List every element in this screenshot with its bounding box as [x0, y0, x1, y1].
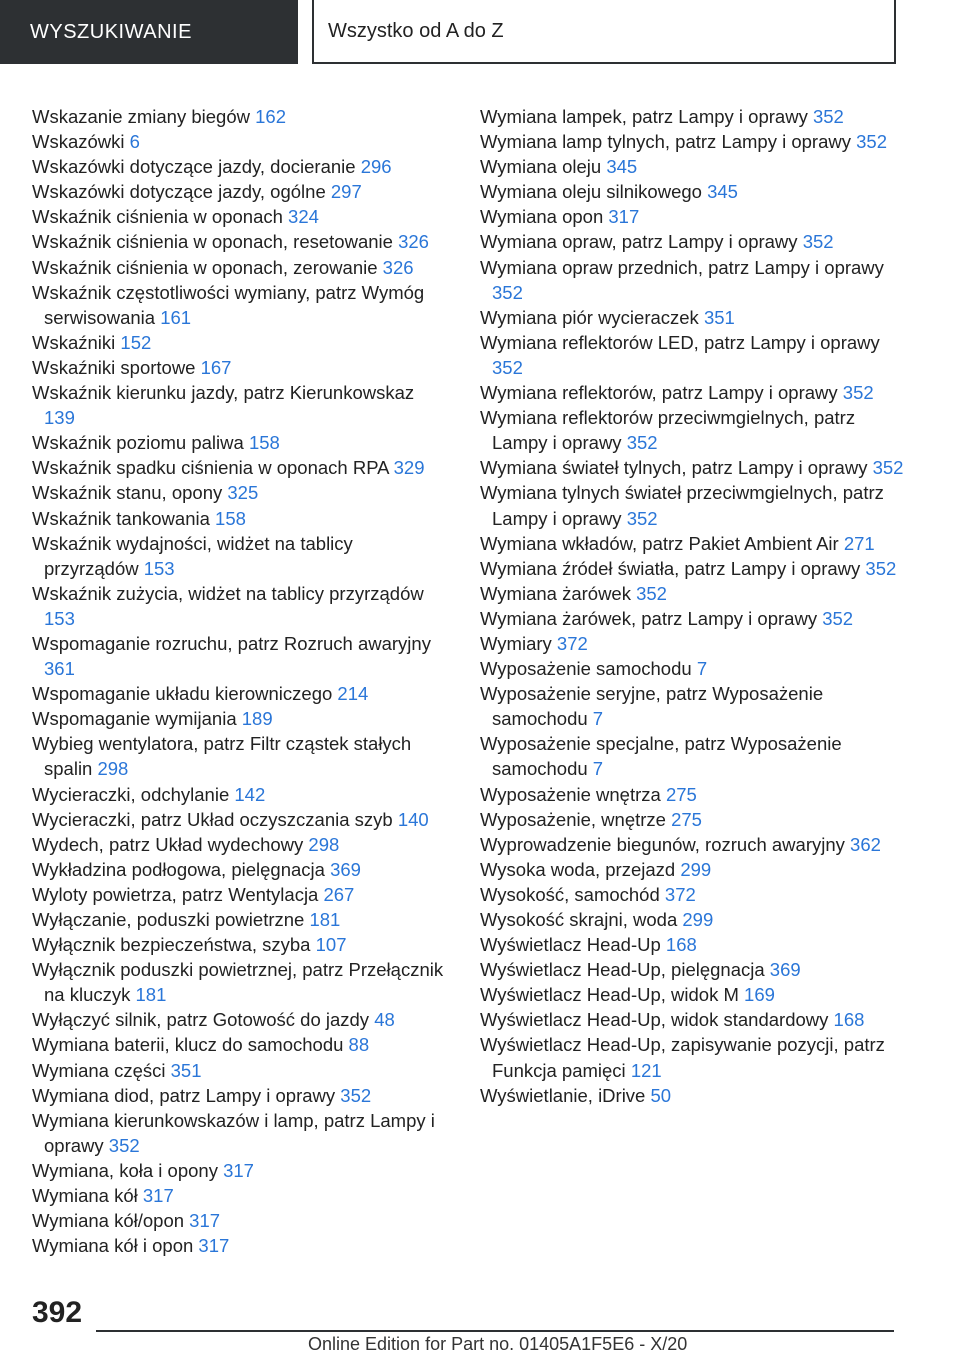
index-entry [480, 556, 904, 581]
page-reference-link[interactable]: 181 [309, 909, 341, 930]
index-entry [32, 204, 450, 229]
index-entry-text: Wymiana świateł tylnych, patrz Lampy i oprawy [480, 457, 868, 479]
index-entry [32, 681, 450, 706]
page-reference-link[interactable]: 352 [856, 131, 888, 153]
index-entry [32, 1083, 450, 1108]
page-reference-link[interactable]: 317 [223, 1159, 254, 1181]
index-entry-text: Wysoka woda, przejazd [480, 858, 676, 880]
index-entry [32, 1007, 450, 1032]
page-reference-link[interactable]: 317 [608, 206, 640, 228]
page-reference-link[interactable]: 299 [682, 909, 714, 930]
index-entry-text: Wyświetlacz Head-Up [480, 934, 661, 956]
index-entry [480, 731, 904, 781]
page-reference-link[interactable]: 351 [170, 1059, 202, 1081]
page-reference-link[interactable]: 317 [198, 1235, 230, 1257]
index-entry-text: Wymiana reflektorów LED, patrz Lampy i oprawy [480, 331, 880, 353]
page-reference-link[interactable]: 297 [330, 181, 362, 203]
index-entry-text: Wskaźnik poziomu paliwa [32, 432, 244, 454]
page-reference-link[interactable]: 158 [248, 432, 280, 454]
index-entry-text: Wyświetlacz Head-Up, widok M [480, 984, 739, 1006]
page-reference-link[interactable]: 189 [241, 708, 273, 730]
index-entry-text: Wskaźnik tankowania [32, 507, 210, 529]
index-entry-text: Wykładzina podłogowa, pielęgnacja [32, 858, 325, 880]
index-entry [480, 681, 904, 731]
index-entry-text: Wysokość skrajni, woda [480, 909, 678, 930]
index-entry [32, 480, 450, 505]
index-entry [480, 129, 904, 154]
index-entry [480, 581, 904, 606]
index-entry-text: Wymiana wkładów, patrz Pakiet Ambient Air [480, 532, 839, 554]
index-column-left [32, 104, 450, 1258]
index-entry [480, 104, 904, 129]
index-entry [32, 280, 450, 330]
page-reference-link[interactable]: 158 [215, 507, 246, 529]
index-entry-text: Wymiana diod, patrz Lampy i oprawy [32, 1084, 336, 1106]
page-reference-link[interactable]: 107 [315, 934, 347, 956]
index-entry-text: Wycieraczki, odchylanie [32, 783, 230, 805]
index-entry-text: Wymiana, koła i opony [32, 1159, 218, 1181]
page-reference-link[interactable]: 352 [802, 231, 834, 253]
index-entry-text: Wymiana kół i opon [32, 1235, 194, 1257]
page-reference-link[interactable]: 352 [822, 607, 854, 629]
index-entry-text: Wysokość, samochód [480, 883, 660, 905]
index-entry-text: Wymiana reflektorów, patrz Lampy i oprawy [480, 382, 838, 404]
page-reference-link[interactable]: 361 [44, 658, 75, 680]
index-entry-text: Wskaźnik ciśnienia w oponach [32, 206, 283, 228]
index-entry-text: Wskaźnik wydajności, widżet na tablicy przyrządów [32, 532, 353, 579]
index-entry [480, 531, 904, 556]
index-entry [32, 907, 450, 932]
page-reference-link[interactable]: 329 [393, 457, 425, 479]
page-reference-link[interactable]: 352 [492, 356, 523, 378]
index-entry [480, 857, 904, 882]
index-entry [480, 480, 904, 530]
page-reference-link[interactable]: 351 [703, 306, 735, 328]
index-entry-text: Wskaźnik kierunku jazdy, patrz Kierunkowskaz [32, 382, 415, 404]
page-reference-link[interactable]: 345 [606, 156, 638, 178]
index-entry [32, 1233, 450, 1258]
index-entry-text: Wymiana oleju [480, 156, 602, 178]
page-reference-link[interactable]: 324 [288, 206, 319, 228]
index-entry-text: Wymiana oleju silnikowego [480, 181, 702, 203]
index-entry-text: Wymiana źródeł światła, patrz Lampy i oprawy [480, 557, 861, 579]
index-entry-text: Wskazówki dotyczące jazdy, ogólne [32, 181, 326, 203]
index-entry [480, 179, 904, 204]
index-entry [480, 982, 904, 1007]
index-entry [32, 1208, 450, 1233]
index-entry [480, 1032, 904, 1082]
index-entry-text: Wyłącznik poduszki powietrznej, patrz Przełącznik na kluczyk [32, 959, 444, 1006]
index-column-right [480, 104, 904, 1108]
subsection-tab[interactable]: Wszystko od A do Z [312, 0, 896, 64]
index-entry [32, 932, 450, 957]
page-reference-link[interactable]: 352 [636, 582, 667, 604]
index-entry-text: Wymiana kół [32, 1185, 138, 1207]
index-entry-text: Wymiana żarówek, patrz Lampy i oprawy [480, 607, 818, 629]
index-entry [32, 255, 450, 280]
index-entry-text: Wyłączanie, poduszki powietrzne [32, 909, 305, 930]
index-entry [32, 731, 450, 781]
page-reference-link[interactable]: 169 [744, 984, 775, 1006]
index-entry [480, 656, 904, 681]
index-entry-text: Wyposażenie wnętrza [480, 783, 661, 805]
index-entry [32, 531, 450, 581]
page-reference-link[interactable]: 7 [592, 758, 604, 780]
index-entry [32, 832, 450, 857]
index-entry [32, 807, 450, 832]
index-entry [32, 1158, 450, 1183]
index-entry [480, 832, 904, 857]
page-reference-link[interactable]: 352 [842, 382, 874, 404]
page-reference-link[interactable]: 326 [398, 231, 429, 253]
index-entry [32, 1183, 450, 1208]
index-entry [32, 104, 450, 129]
index-entry [480, 455, 904, 480]
page-reference-link[interactable]: 7 [696, 658, 708, 680]
index-entry [480, 229, 904, 254]
page-reference-link[interactable]: 7 [592, 708, 604, 730]
index-entry-text: Wskaźniki [32, 331, 116, 353]
page-reference-link[interactable]: 298 [308, 833, 340, 855]
index-entry [480, 305, 904, 330]
index-entry-text: Wydech, patrz Układ wydechowy [32, 833, 304, 855]
page-reference-link[interactable]: 181 [135, 984, 167, 1006]
page-reference-link[interactable]: 352 [340, 1084, 372, 1106]
index-entry [480, 957, 904, 982]
index-entry [32, 355, 450, 380]
index-entry [32, 380, 450, 430]
index-entry-text: Wspomaganie układu kierowniczego [32, 683, 333, 705]
page-reference-link[interactable]: 372 [664, 883, 696, 905]
page-reference-link[interactable]: 326 [382, 256, 414, 278]
index-entry-text: Wymiary [480, 632, 552, 654]
page-reference-link[interactable]: 275 [665, 783, 697, 805]
page-reference-link[interactable]: 369 [330, 858, 361, 880]
index-entry [480, 255, 904, 305]
index-entry-text: Wycieraczki, patrz Układ oczyszczania szyb [32, 808, 393, 830]
index-entry [480, 204, 904, 229]
page-reference-link[interactable]: 168 [665, 934, 697, 956]
index-entry [480, 882, 904, 907]
index-entry [480, 606, 904, 631]
index-entry-text: Wymiana tylnych świateł przeciwmgielnych, patrz Lampy i oprawy [480, 482, 884, 529]
page-reference-link[interactable]: 352 [626, 507, 658, 529]
page-reference-link[interactable]: 352 [872, 457, 904, 479]
index-entry [32, 581, 450, 631]
edition-footer: Online Edition for Part no. 01405A1F5E6 - X/20 [308, 1334, 688, 1354]
page-reference-link[interactable]: 214 [337, 683, 369, 705]
index-entry-text: Wyposażenie, wnętrze [480, 808, 666, 830]
index-entry [32, 229, 450, 254]
index-entry-text: Wyposażenie specjalne, patrz Wyposażenie samochodu [480, 733, 842, 780]
page-reference-link[interactable]: 275 [671, 808, 702, 830]
index-entry [480, 330, 904, 380]
index-entry-text: Wymiana baterii, klucz do samochodu [32, 1034, 344, 1056]
index-entry [480, 907, 904, 932]
index-entry-text: Wyłącznik bezpieczeństwa, szyba [32, 934, 311, 956]
index-entry-text: Wymiana kół/opon [32, 1210, 185, 1232]
index-entry-text: Wyświetlacz Head-Up, zapisywanie pozycji, patrz Funkcja pamięci [480, 1034, 885, 1081]
index-entry [480, 380, 904, 405]
index-entry-text: Wymiana opraw, patrz Lampy i oprawy [480, 231, 798, 253]
index-entry [480, 807, 904, 832]
page-reference-link[interactable]: 162 [255, 106, 286, 127]
page-reference-link[interactable]: 352 [626, 432, 658, 454]
index-entry-text: Wspomaganie wymijania [32, 708, 237, 730]
index-entry [32, 1108, 450, 1158]
page-reference-link[interactable]: 121 [630, 1059, 662, 1081]
page-reference-link[interactable]: 372 [556, 632, 588, 654]
index-entry [480, 154, 904, 179]
index-entry-text: Wymiana opraw przednich, patrz Lampy i oprawy [480, 256, 884, 278]
index-entry-text: Wyłączyć silnik, patrz Gotowość do jazdy [32, 1009, 370, 1031]
page-reference-link[interactable]: 352 [812, 106, 844, 127]
page-reference-link[interactable]: 345 [707, 181, 738, 203]
page-reference-link[interactable]: 50 [650, 1084, 672, 1106]
index-entry-text: Wymiana reflektorów przeciwmgielnych, patrz Lampy i oprawy [480, 407, 856, 454]
index-entry [32, 1032, 450, 1057]
index-entry-text: Wyposażenie samochodu [480, 658, 692, 680]
page-reference-link[interactable]: 168 [833, 1009, 865, 1031]
index-entry-text: Wskaźnik częstotliwości wymiany, patrz Wymóg serwisowania [32, 281, 425, 328]
index-entry-text: Wyprowadzenie biegunów, rozruch awaryjny [480, 833, 845, 855]
index-entry [32, 154, 450, 179]
page-reference-link[interactable]: 298 [97, 758, 129, 780]
index-entry-text: Wymiana części [32, 1059, 166, 1081]
index-entry [32, 882, 450, 907]
index-entry-text: Wymiana kierunkowskazów i lamp, patrz Lampy i oprawy [32, 1109, 435, 1156]
page-reference-link[interactable]: 6 [129, 131, 140, 153]
index-entry-text: Wskaźniki sportowe [32, 356, 196, 378]
index-entry-text: Wskaźnik ciśnienia w oponach, zerowanie [32, 256, 378, 278]
page-reference-link[interactable]: 161 [160, 306, 192, 328]
index-entry [32, 957, 450, 1007]
index-entry-text: Wymiana opon [480, 206, 604, 228]
index-entry-text: Wskaźnik zużycia, widżet na tablicy przyrządów [32, 582, 424, 604]
page-reference-link[interactable]: 167 [200, 356, 232, 378]
index-entry-text: Wymiana lamp tylnych, patrz Lampy i oprawy [480, 131, 851, 153]
page-reference-link[interactable]: 48 [374, 1009, 395, 1031]
page-reference-link[interactable]: 352 [108, 1134, 140, 1156]
index-entry-text: Wskaźnik spadku ciśnienia w oponach RPA [32, 457, 389, 479]
section-tab[interactable]: WYSZUKIWANIE [0, 0, 298, 64]
index-entry-text: Wskaźnik stanu, opony [32, 482, 223, 504]
page-reference-link[interactable]: 352 [865, 557, 897, 579]
index-entry [480, 631, 904, 656]
page-reference-link[interactable]: 352 [492, 281, 523, 303]
page-reference-link[interactable]: 88 [348, 1034, 370, 1056]
index-entry [32, 782, 450, 807]
index-entry-text: Wymiana piór wycieraczek [480, 306, 699, 328]
index-entry [32, 631, 450, 681]
page-header [0, 0, 960, 66]
index-entry [32, 330, 450, 355]
index-entry-text: Wyświetlanie, iDrive [480, 1084, 646, 1106]
index-entry-text: Wskazanie zmiany biegów [32, 106, 250, 127]
index-entry [32, 430, 450, 455]
page-number: 392 [32, 1296, 83, 1329]
page-reference-link[interactable]: 317 [189, 1210, 221, 1232]
page-reference-link[interactable]: 362 [850, 833, 881, 855]
index-entry-text: Wyświetlacz Head-Up, widok standardowy [480, 1009, 829, 1031]
page-reference-link[interactable]: 369 [769, 959, 801, 981]
page-reference-link[interactable]: 296 [360, 156, 392, 178]
page-reference-link[interactable]: 139 [44, 407, 75, 429]
index-entry [32, 179, 450, 204]
index-entry [480, 782, 904, 807]
page-reference-link[interactable]: 317 [142, 1185, 174, 1207]
index-entry-text: Wyposażenie seryjne, patrz Wyposażenie samochodu [480, 683, 824, 730]
footer-divider [96, 1330, 894, 1332]
index-entry-text: Wybieg wentylatora, patrz Filtr cząstek stałych spalin [32, 733, 412, 780]
page-reference-link[interactable]: 325 [227, 482, 259, 504]
index-entry [32, 455, 450, 480]
index-entry-text: Wskazówki [32, 131, 125, 153]
page-reference-link[interactable]: 267 [323, 883, 355, 905]
index-entry [32, 129, 450, 154]
index-entry [480, 1083, 904, 1108]
index-entry [480, 405, 904, 455]
index-entry-text: Wyloty powietrza, patrz Wentylacja [32, 883, 319, 905]
page-reference-link[interactable]: 152 [120, 331, 152, 353]
index-entry-text: Wymiana żarówek [480, 582, 631, 604]
page-reference-link[interactable]: 153 [143, 557, 175, 579]
index-entry [32, 1058, 450, 1083]
page-reference-link[interactable]: 140 [397, 808, 429, 830]
index-entry [32, 506, 450, 531]
index-entry-text: Wyświetlacz Head-Up, pielęgnacja [480, 959, 765, 981]
index-entry-text: Wspomaganie rozruchu, patrz Rozruch awaryjny [32, 632, 431, 654]
page-reference-link[interactable]: 142 [234, 783, 266, 805]
index-entry [32, 706, 450, 731]
page-reference-link[interactable]: 271 [843, 532, 875, 554]
index-entry [32, 857, 450, 882]
index-entry-text: Wymiana lampek, patrz Lampy i oprawy [480, 106, 808, 127]
index-entry [480, 1007, 904, 1032]
index-entry-text: Wskaźnik ciśnienia w oponach, resetowanie [32, 231, 393, 253]
index-entry [480, 932, 904, 957]
index-entry-text: Wskazówki dotyczące jazdy, docieranie [32, 156, 356, 178]
page-reference-link[interactable]: 153 [44, 607, 75, 629]
page-reference-link[interactable]: 299 [680, 858, 712, 880]
